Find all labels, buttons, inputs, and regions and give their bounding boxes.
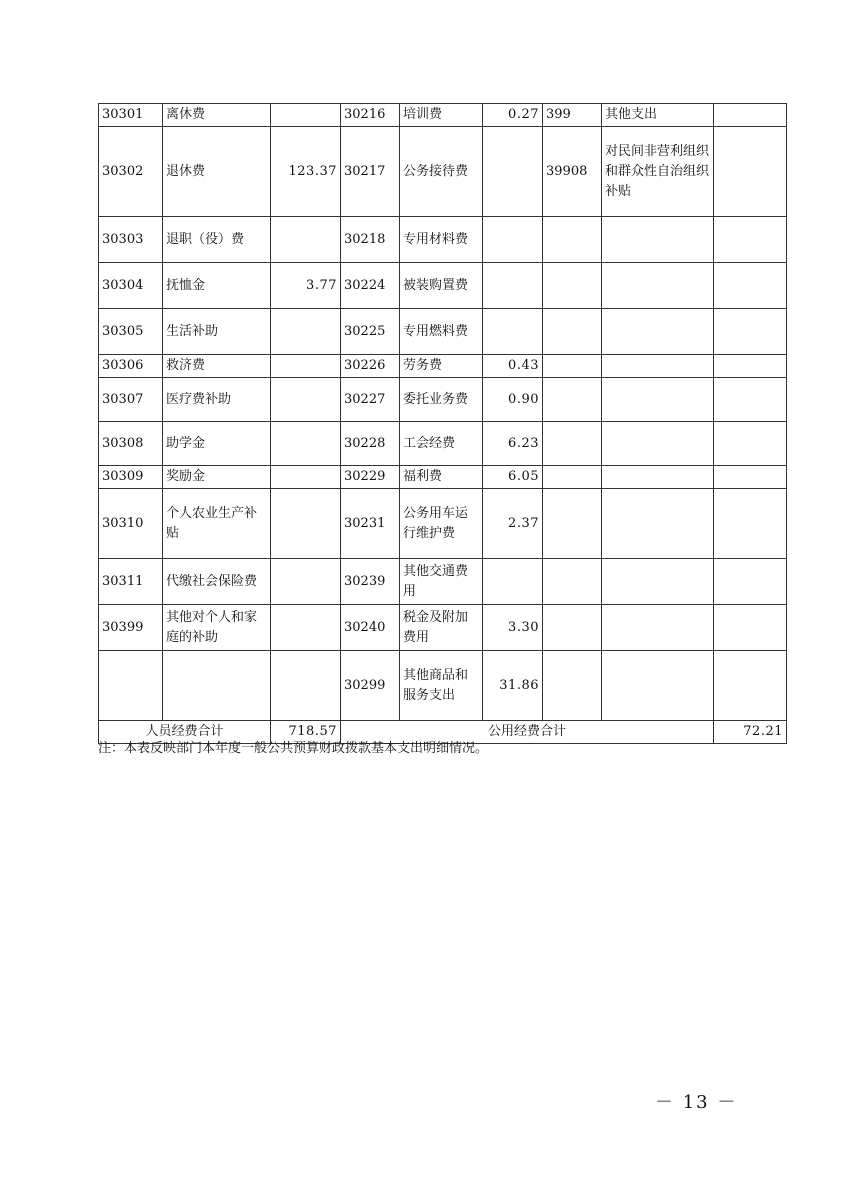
table-row (99, 422, 787, 466)
cell-code-2: 30216 (341, 104, 400, 127)
cell-code-3 (543, 355, 602, 378)
cell-code-3 (543, 217, 602, 263)
cell-amount-2 (483, 263, 543, 309)
cell-amount-3 (714, 378, 787, 422)
cell-name-1: 退职（役）费 (163, 217, 271, 263)
cell-code-3 (543, 605, 602, 651)
table-row (99, 559, 787, 605)
cell-name-1: 医疗费补助 (163, 378, 271, 422)
cell-name-3 (602, 422, 714, 466)
cell-code-1: 30306 (99, 355, 163, 378)
cell-name-3 (602, 466, 714, 489)
cell-amount-3 (714, 466, 787, 489)
cell-amount-2: 2.37 (483, 489, 543, 559)
cell-amount-2 (483, 559, 543, 605)
table-row (99, 263, 787, 309)
cell-code-2: 30228 (341, 422, 400, 466)
cell-name-2: 培训费 (400, 104, 483, 127)
cell-code-2: 30299 (341, 651, 400, 721)
cell-name-2: 其他商品和服务支出 (400, 651, 483, 721)
cell-code-1: 30308 (99, 422, 163, 466)
table-row (99, 466, 787, 489)
cell-amount-2: 0.43 (483, 355, 543, 378)
cell-amount-1 (271, 355, 341, 378)
cell-name-2: 委托业务费 (400, 378, 483, 422)
cell-name-3 (602, 309, 714, 355)
table-row (99, 309, 787, 355)
cell-code-1: 30302 (99, 127, 163, 217)
cell-code-1: 30311 (99, 559, 163, 605)
cell-amount-3 (714, 559, 787, 605)
cell-name-1: 生活补助 (163, 309, 271, 355)
cell-code-3 (543, 559, 602, 605)
cell-amount-3 (714, 217, 787, 263)
cell-name-3 (602, 263, 714, 309)
cell-name-3 (602, 651, 714, 721)
cell-code-2: 30225 (341, 309, 400, 355)
cell-amount-1 (271, 559, 341, 605)
cell-name-2: 税金及附加费用 (400, 605, 483, 651)
cell-amount-1 (271, 605, 341, 651)
table-note: 注：本表反映部门本年度一般公共预算财政拨款基本支出明细情况。 (98, 741, 489, 756)
cell-amount-1 (271, 217, 341, 263)
cell-code-3 (543, 651, 602, 721)
cell-amount-2 (483, 217, 543, 263)
cell-code-3 (543, 378, 602, 422)
cell-code-2: 30218 (341, 217, 400, 263)
cell-code-1: 30301 (99, 104, 163, 127)
cell-amount-1 (271, 489, 341, 559)
cell-name-2: 专用材料费 (400, 217, 483, 263)
cell-amount-3 (714, 309, 787, 355)
cell-amount-1 (271, 466, 341, 489)
table-row (99, 489, 787, 559)
personnel-total-value: 718.57 (271, 721, 341, 744)
cell-amount-3 (714, 651, 787, 721)
cell-amount-2: 0.27 (483, 104, 543, 127)
cell-amount-2: 3.30 (483, 605, 543, 651)
cell-name-2: 被装购置费 (400, 263, 483, 309)
cell-name-2: 公务用车运行维护费 (400, 489, 483, 559)
cell-code-3 (543, 263, 602, 309)
cell-code-2: 30239 (341, 559, 400, 605)
table-row (99, 217, 787, 263)
cell-code-3 (543, 309, 602, 355)
cell-code-2: 30240 (341, 605, 400, 651)
cell-code-1: 30307 (99, 378, 163, 422)
cell-amount-3 (714, 355, 787, 378)
table-row (99, 378, 787, 422)
cell-amount-1 (271, 104, 341, 127)
cell-name-2: 劳务费 (400, 355, 483, 378)
cell-name-2: 福利费 (400, 466, 483, 489)
cell-name-3: 对民间非营利组织和群众性自治组织补贴 (602, 127, 714, 217)
cell-code-3 (543, 422, 602, 466)
cell-name-2: 公务接待费 (400, 127, 483, 217)
cell-amount-2: 0.90 (483, 378, 543, 422)
cell-code-1: 30304 (99, 263, 163, 309)
cell-code-2: 30227 (341, 378, 400, 422)
cell-name-3 (602, 217, 714, 263)
cell-code-1: 30309 (99, 466, 163, 489)
cell-code-3 (543, 489, 602, 559)
cell-code-2: 30226 (341, 355, 400, 378)
table-row (99, 651, 787, 721)
table-row (99, 127, 787, 217)
cell-code-1: 30305 (99, 309, 163, 355)
cell-name-1: 助学金 (163, 422, 271, 466)
cell-amount-1: 3.77 (271, 263, 341, 309)
cell-amount-2: 31.86 (483, 651, 543, 721)
cell-name-1: 抚恤金 (163, 263, 271, 309)
table-row (99, 355, 787, 378)
cell-amount-2: 6.05 (483, 466, 543, 489)
page-number: － 13 － (655, 1092, 738, 1113)
cell-code-2: 30224 (341, 263, 400, 309)
cell-amount-3 (714, 104, 787, 127)
cell-amount-3 (714, 127, 787, 217)
cell-name-3 (602, 605, 714, 651)
cell-amount-3 (714, 422, 787, 466)
cell-code-1 (99, 651, 163, 721)
cell-amount-3 (714, 489, 787, 559)
cell-name-1: 其他对个人和家庭的补助 (163, 605, 271, 651)
cell-amount-1 (271, 378, 341, 422)
table-row (99, 104, 787, 127)
cell-amount-2 (483, 309, 543, 355)
cell-name-1: 奖励金 (163, 466, 271, 489)
cell-amount-3 (714, 605, 787, 651)
cell-code-1: 30399 (99, 605, 163, 651)
cell-amount-1: 123.37 (271, 127, 341, 217)
cell-name-1: 个人农业生产补贴 (163, 489, 271, 559)
cell-name-1: 代缴社会保险费 (163, 559, 271, 605)
cell-name-3 (602, 355, 714, 378)
cell-name-2: 其他交通费用 (400, 559, 483, 605)
cell-code-3 (543, 466, 602, 489)
cell-amount-1 (271, 651, 341, 721)
cell-code-1: 30310 (99, 489, 163, 559)
cell-amount-2: 6.23 (483, 422, 543, 466)
cell-name-1: 退休费 (163, 127, 271, 217)
cell-amount-1 (271, 422, 341, 466)
personnel-total-label: 人员经费合计 (99, 721, 271, 744)
cell-name-2: 工会经费 (400, 422, 483, 466)
public-total-label: 公用经费合计 (341, 721, 714, 744)
cell-amount-3 (714, 263, 787, 309)
cell-name-3 (602, 489, 714, 559)
cell-code-2: 30217 (341, 127, 400, 217)
public-total-value: 72.21 (714, 721, 787, 744)
table-row (99, 605, 787, 651)
cell-name-1 (163, 651, 271, 721)
cell-name-3 (602, 378, 714, 422)
cell-name-1: 救济费 (163, 355, 271, 378)
cell-code-3: 399 (543, 104, 602, 127)
cell-name-3 (602, 559, 714, 605)
expenditure-detail-table (98, 103, 787, 744)
cell-code-2: 30229 (341, 466, 400, 489)
cell-code-2: 30231 (341, 489, 400, 559)
cell-name-2: 专用燃料费 (400, 309, 483, 355)
cell-code-3: 39908 (543, 127, 602, 217)
cell-name-1: 离休费 (163, 104, 271, 127)
cell-amount-1 (271, 309, 341, 355)
cell-name-3: 其他支出 (602, 104, 714, 127)
cell-code-1: 30303 (99, 217, 163, 263)
cell-amount-2 (483, 127, 543, 217)
